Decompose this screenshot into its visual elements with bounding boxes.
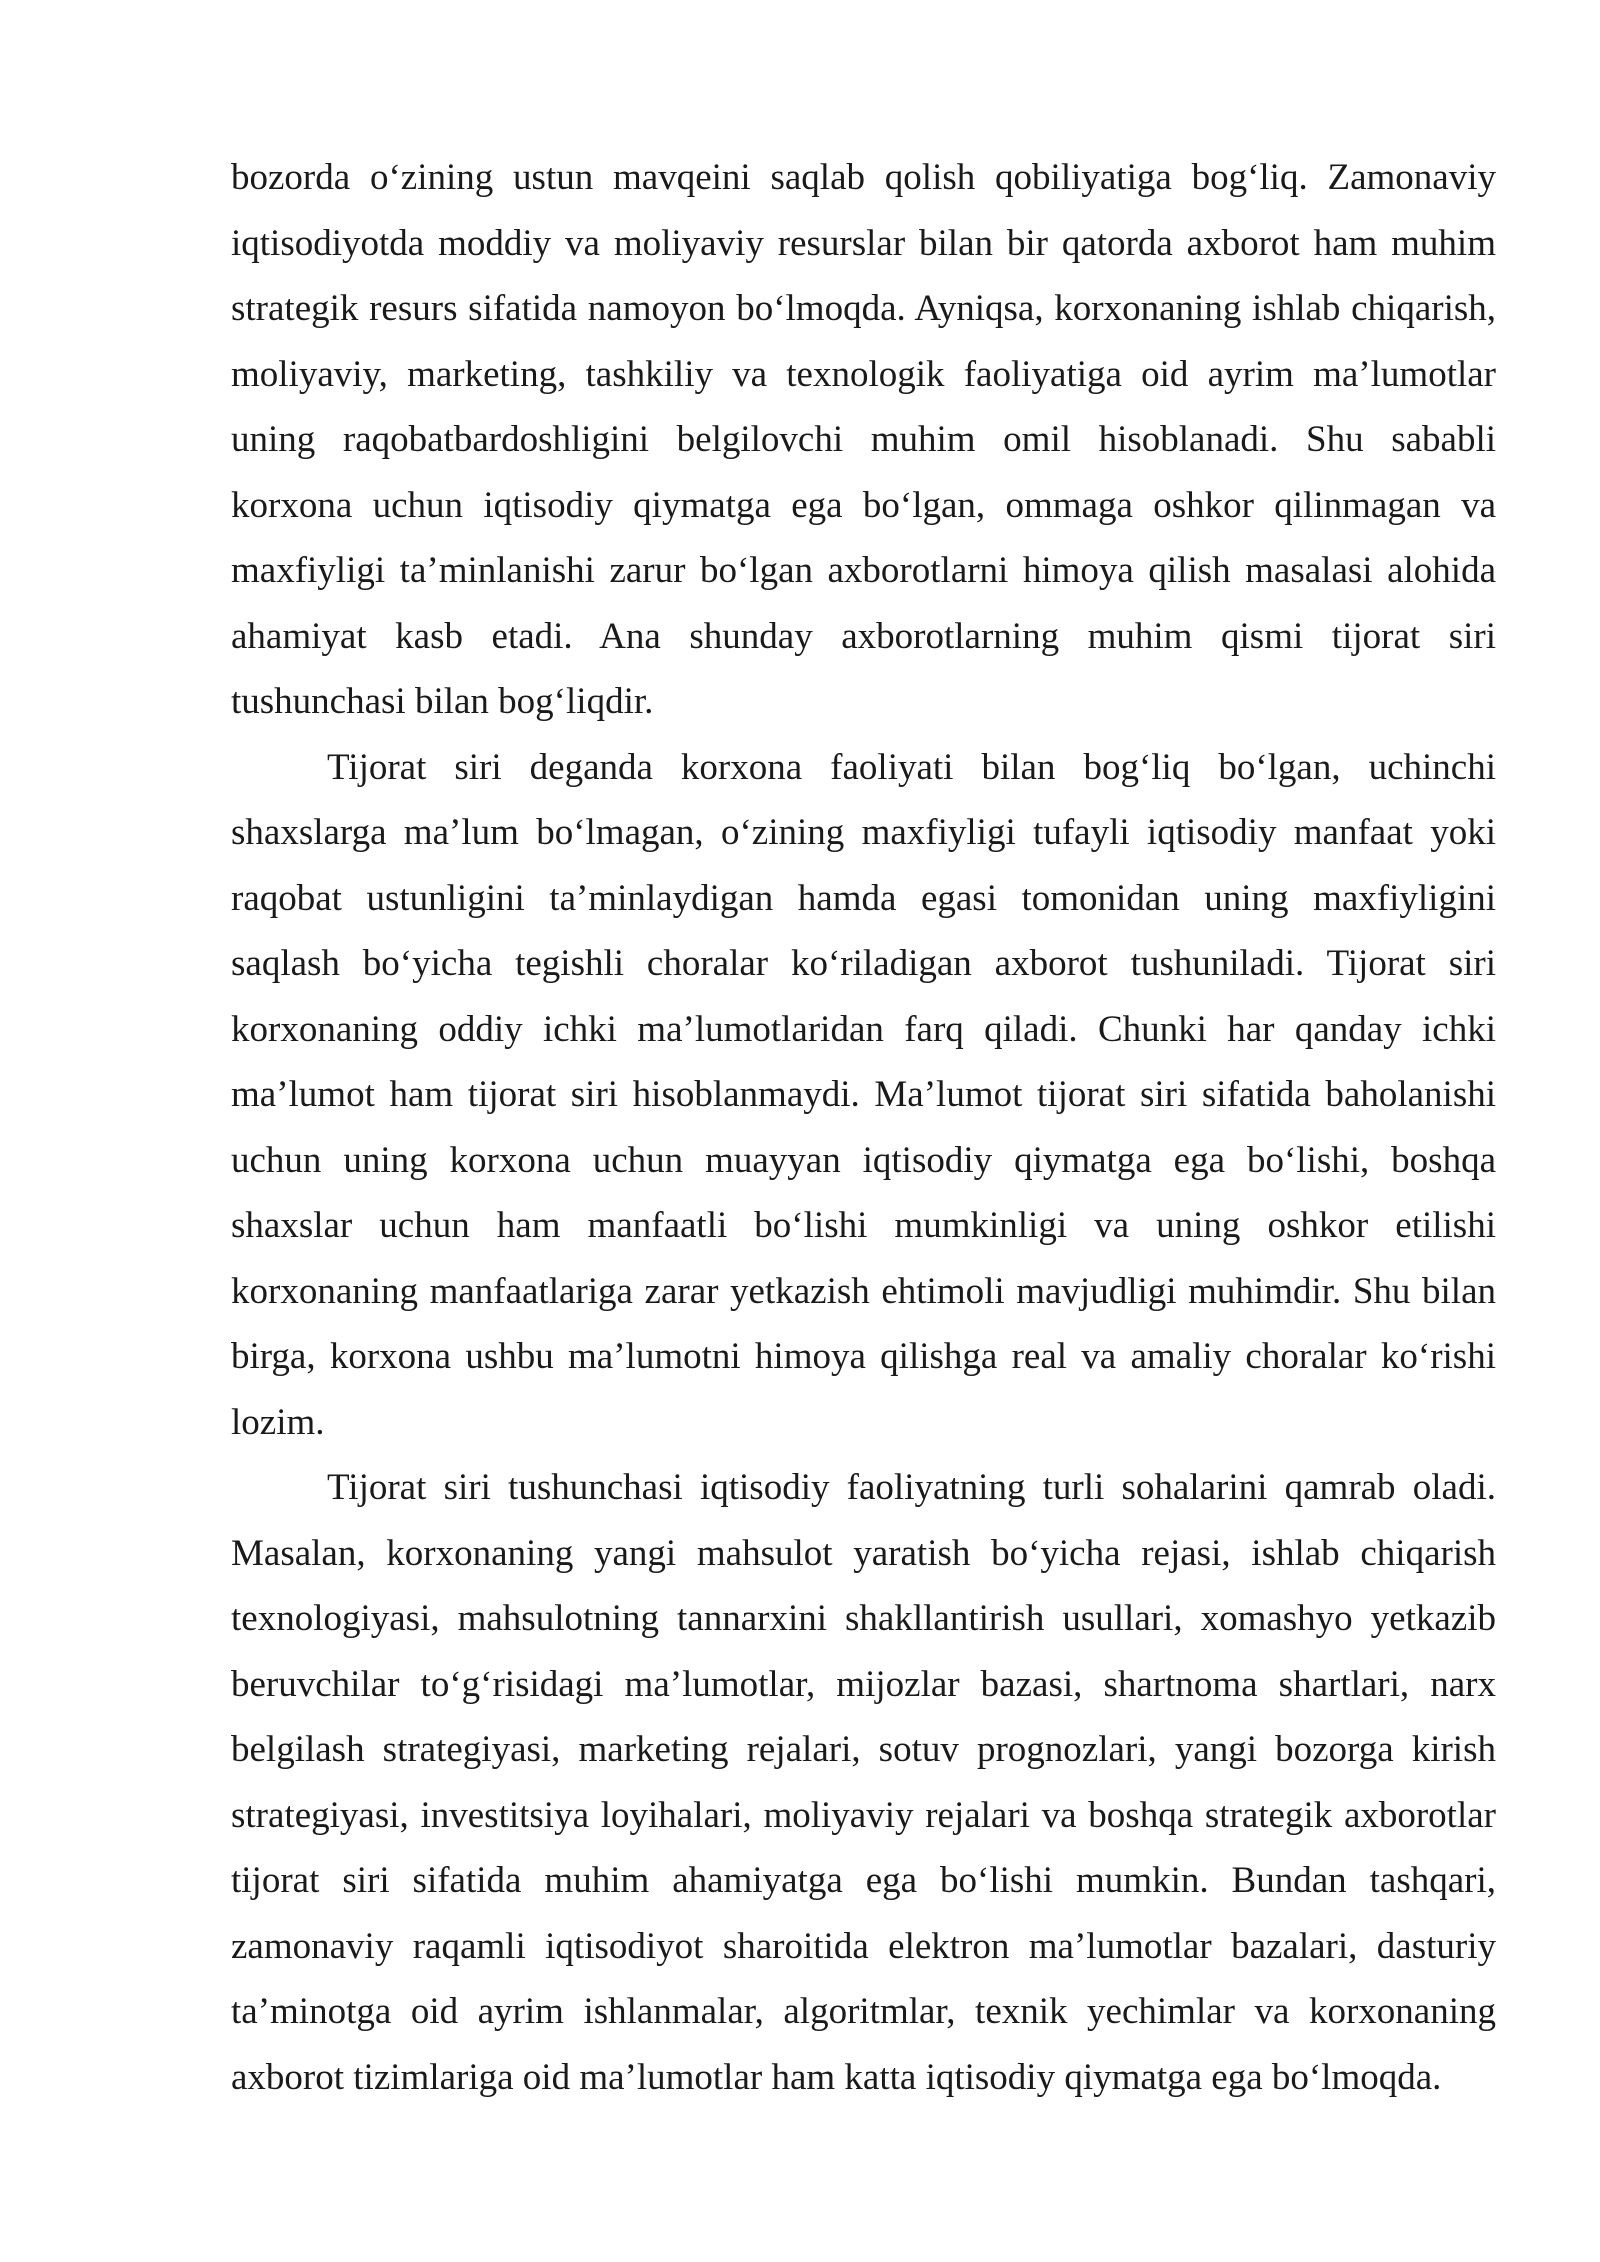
- paragraph-trade-secret-definition: Tijorat siri deganda korxona faoliyati bilan bog‘liq bo‘lgan, uchinchi shaxslarga ma’lum bo‘lmagan, o‘zining maxfiyligi tufayli iqtisodiy manfaat yoki raqobat ustunligini ta’minlaydigan hamda egasi tomonidan uning maxfiyligini saqlash bo‘yicha tegishli choralar ko‘riladigan axborot tushuniladi. Tijorat siri korxonaning oddiy ichki ma’lumotlaridan farq qiladi. Chunki har qanday ichki ma’lumot ham tijorat siri hisoblanmaydi. Ma’lumot tijorat siri sifatida baholanishi uchun uning korxona uchun muayyan iqtisodiy qiymatga ega bo‘lishi, boshqa shaxslar uchun ham manfaatli bo‘lishi mumkinligi va uning oshkor etilishi korxonaning manfaatlariga zarar yetkazish ehtimoli mavjudligi muhimdir. Shu bilan birga, korxona ushbu ma’lumotni himoya qilishga real va amaliy choralar ko‘rishi lozim.: [231, 746, 1496, 1443]
- document-body: [231, 145, 1496, 2110]
- paragraph-trade-secret-scope: Tijorat siri tushunchasi iqtisodiy faoliyatning turli sohalarini qamrab oladi. Masalan, korxonaning yangi mahsulot yaratish bo‘yicha rejasi, ishlab chiqarish texnologiyasi, mahsulotning tannarxini shakllantirish usullari, xomashyo yetkazib beruvchilar to‘g‘risidagi ma’lumotlar, mijozlar bazasi, shartnoma shartlari, narx belgilash strategiyasi, marketing rejalari, sotuv prognozlari, yangi bozorga kirish strategiyasi, investitsiya loyihalari, moliyaviy rejalari va boshqa strategik axborotlar tijorat siri sifatida muhim ahamiyatga ega bo‘lishi mumkin. Bundan tashqari, zamonaviy raqamli iqtisodiyot sharoitida elektron ma’lumotlar bazalari, dasturiy ta’minotga oid ayrim ishlanmalar, algoritmlar, texnik yechimlar va korxonaning axborot tizimlariga oid ma’lumotlar ham katta iqtisodiy qiymatga ega bo‘lmoqda.: [231, 1467, 1496, 2098]
- paragraph-continuation: bozorda o‘zining ustun mavqeini saqlab qolish qobiliyatiga bog‘liq. Zamonaviy iqtisodiyotda moddiy va moliyaviy resurslar bilan bir qatorda axborot ham muhim strategik resurs sifatida namoyon bo‘lmoqda. Ayniqsa, korxonaning ishlab chiqarish, moliyaviy, marketing, tashkiliy va texnologik faoliyatiga oid ayrim ma’lumotlar uning raqobatbardoshligini belgilovchi muhim omil hisoblanadi. Shu sababli korxona uchun iqtisodiy qiymatga ega bo‘lgan, ommaga oshkor qilinmagan va maxfiyligi ta’minlanishi zarur bo‘lgan axborotlarni himoya qilish masalasi alohida ahamiyat kasb etadi. Ana shunday axborotlarning muhim qismi tijorat siri tushunchasi bilan bog‘liqdir.: [231, 157, 1496, 722]
